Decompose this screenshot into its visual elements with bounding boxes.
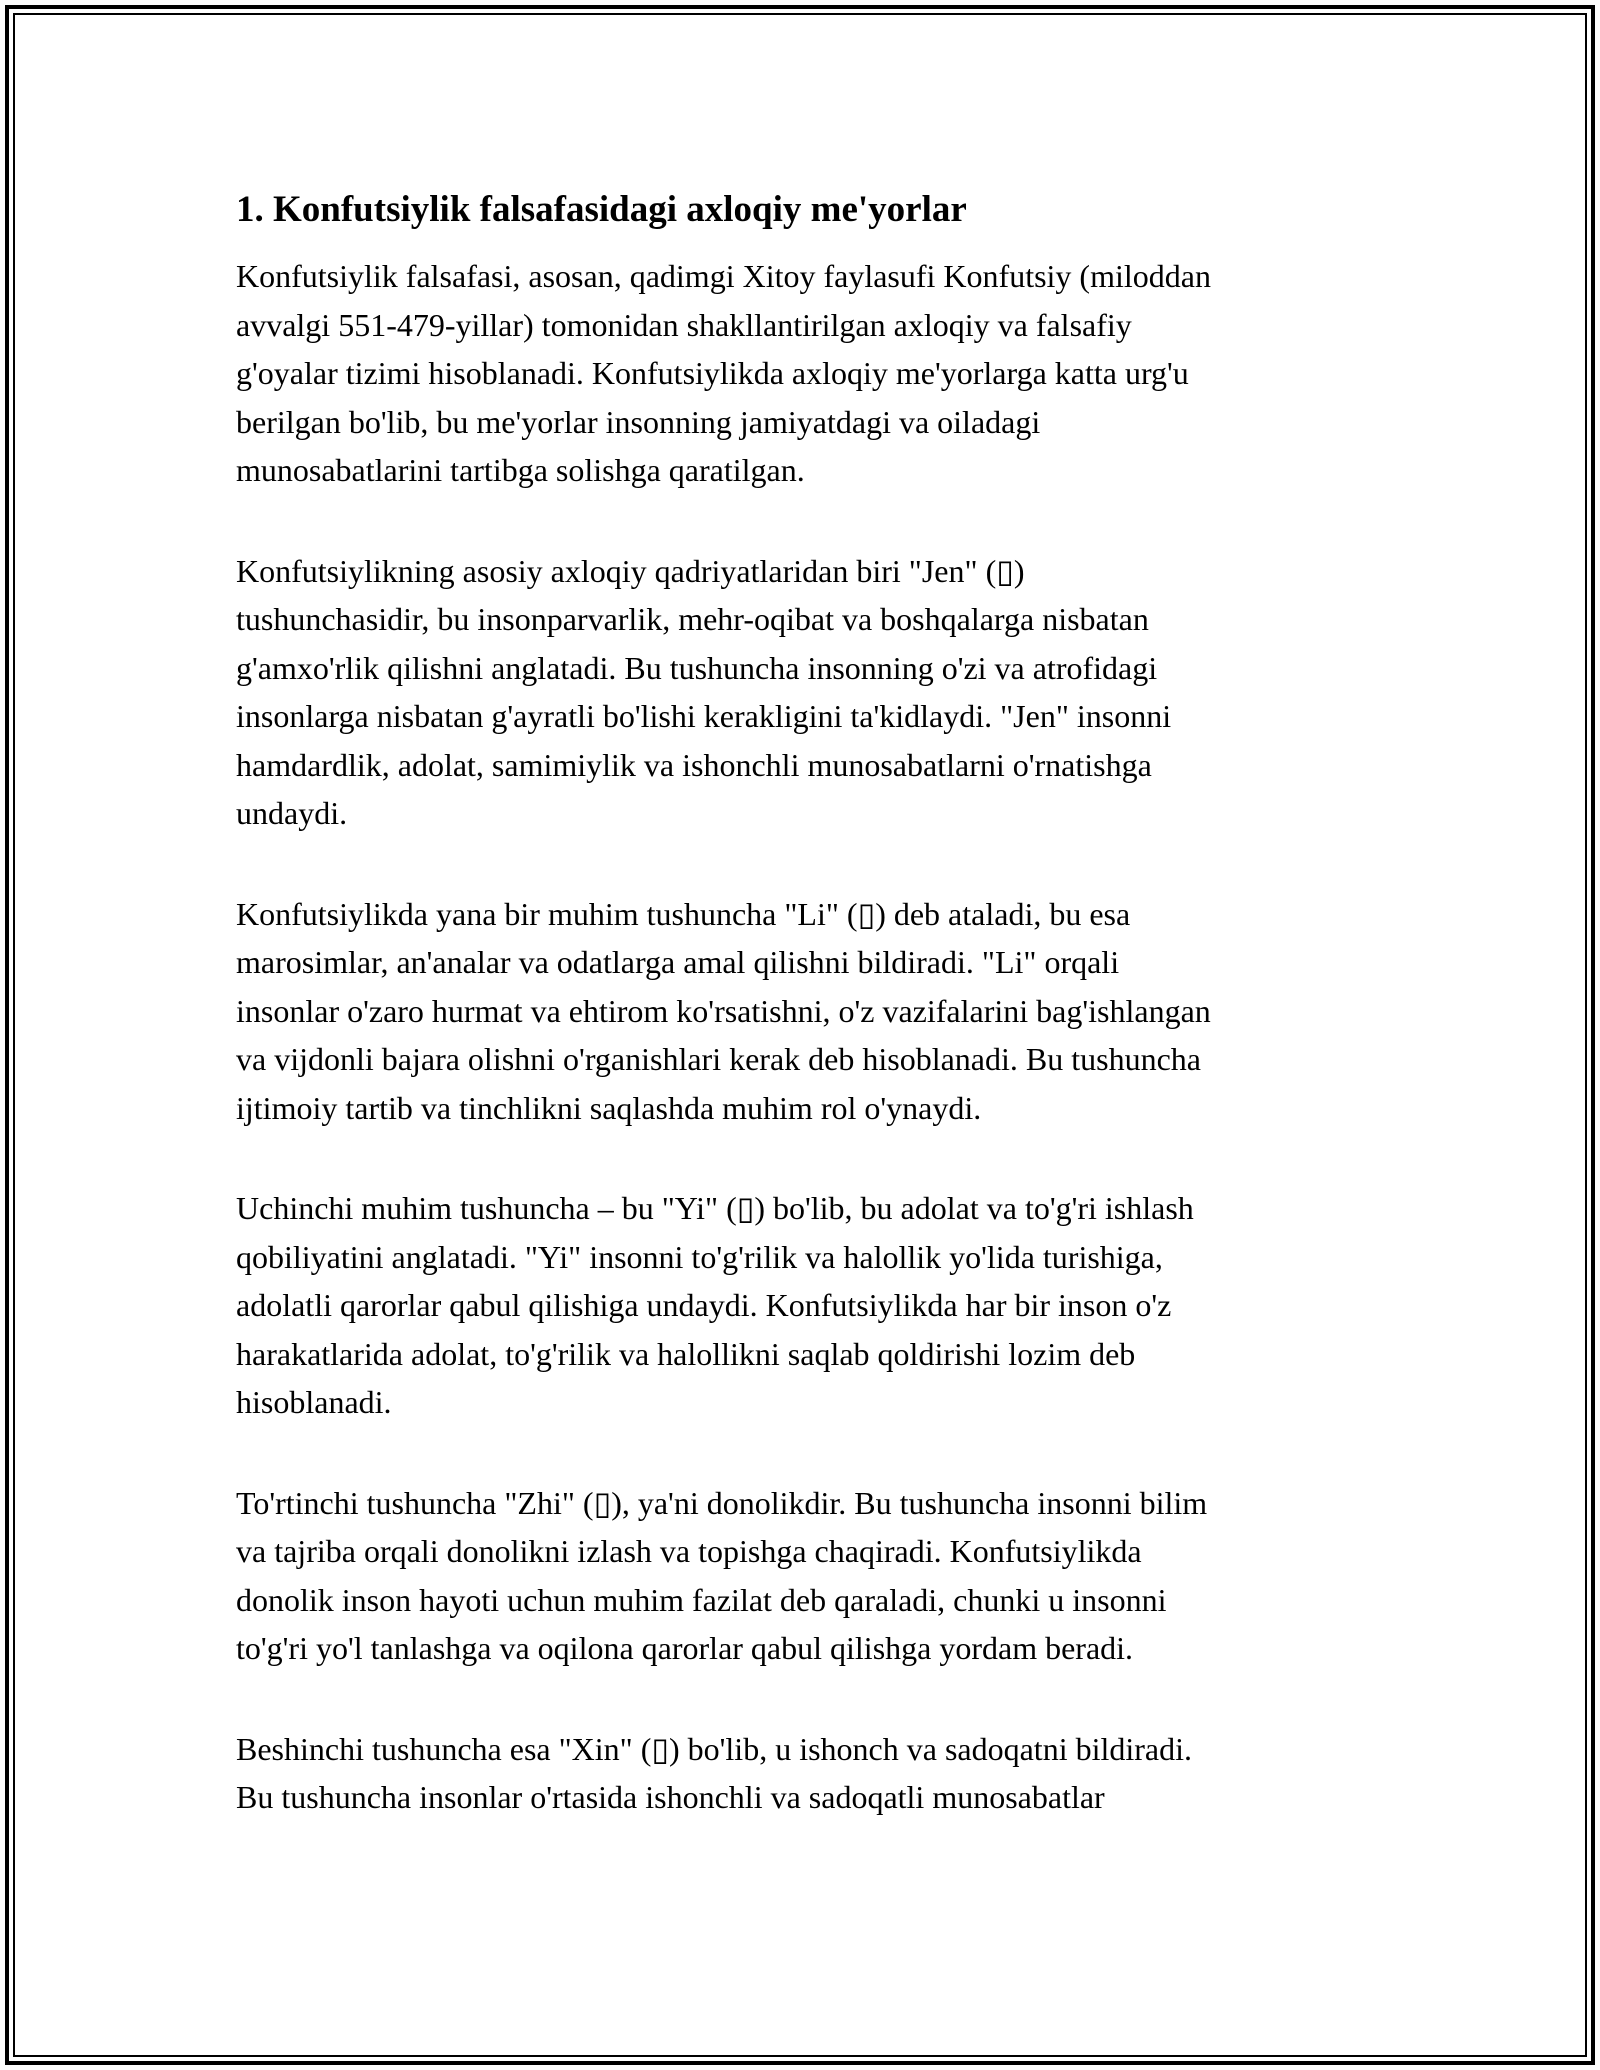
section-heading: 1. Konfutsiylik falsafasidagi axloqiy me'yorlar bbox=[236, 189, 967, 230]
paragraph-li: Konfutsiylikda yana bir muhim tushuncha "Li" (▯) deb ataladi, bu esa marosimlar, an'analar va odatlarga amal qilishni bildiradi. "Li" orqali insonlar o'zaro hurmat va ehtirom ko'rsatishni, o'z vazifalarini bag'ishlangan va vijdonli bajara olishni o'rganishlari kerak deb hisoblanadi. Bu tushuncha ijtimoiy tartib va tinchlikni saqlashda muhim rol o'ynaydi. bbox=[236, 895, 1211, 1126]
paragraph-yi: Uchinchi muhim tushuncha – bu "Yi" (▯) bo'lib, bu adolat va to'g'ri ishlash qobiliyatini anglatadi. "Yi" insonni to'g'rilik va halollik yo'lida turishiga, adolatli qarorlar qabul qilishiga undaydi. Konfutsiylikda har bir inson o'z harakatlarida adolat, to'g'rilik va halollikni saqlab qoldirishi lozim deb hisoblanadi. bbox=[236, 1190, 1194, 1420]
paragraph-intro: Konfutsiylik falsafasi, asosan, qadimgi Xitoy faylasufi Konfutsiy (miloddan avvalgi 551-479-yillar) tomonidan shakllantirilgan axloqiy va falsafiy g'oyalar tizimi hisoblanadi. Konfutsiylikda axloqiy me'yorlarga katta urg'u berilgan bo'lib, bu me'yorlar insonning jamiyatdagi va oiladagi munosabatlarini tartibga solishga qaratilgan. bbox=[236, 258, 1211, 488]
document-body bbox=[236, 186, 1366, 1874]
paragraph-xin: Beshinchi tushuncha esa "Xin" (▯) bo'lib, u ishonch va sadoqatni bildiradi. Bu tushuncha insonlar o'rtasida ishonchli va sadoqatli munosabatlar bbox=[236, 1730, 1192, 1815]
paragraph-jen: Konfutsiylikning asosiy axloqiy qadriyatlaridan biri "Jen" (▯) tushunchasidir, bu insonparvarlik, mehr-oqibat va boshqalarga nisbatan g'amxo'rlik qilishni anglatadi. Bu tushuncha insonning o'zi va atrofidagi insonlarga nisbatan g'ayratli bo'lishi kerakligini ta'kidlaydi. "Jen" insonni hamdardlik, adolat, samimiylik va ishonchli munosabatlarni o'rnatishga undaydi. bbox=[236, 552, 1172, 831]
paragraph-zhi: To'rtinchi tushuncha "Zhi" (▯), ya'ni donolikdir. Bu tushuncha insonni bilim va tajriba orqali donolikni izlash va topishga chaqiradi. Konfutsiylikda donolik inson hayoti uchun muhim fazilat deb qaraladi, chunki u insonni to'g'ri yo'l tanlashga va oqilona qarorlar qabul qilishga yordam beradi. bbox=[236, 1484, 1208, 1666]
